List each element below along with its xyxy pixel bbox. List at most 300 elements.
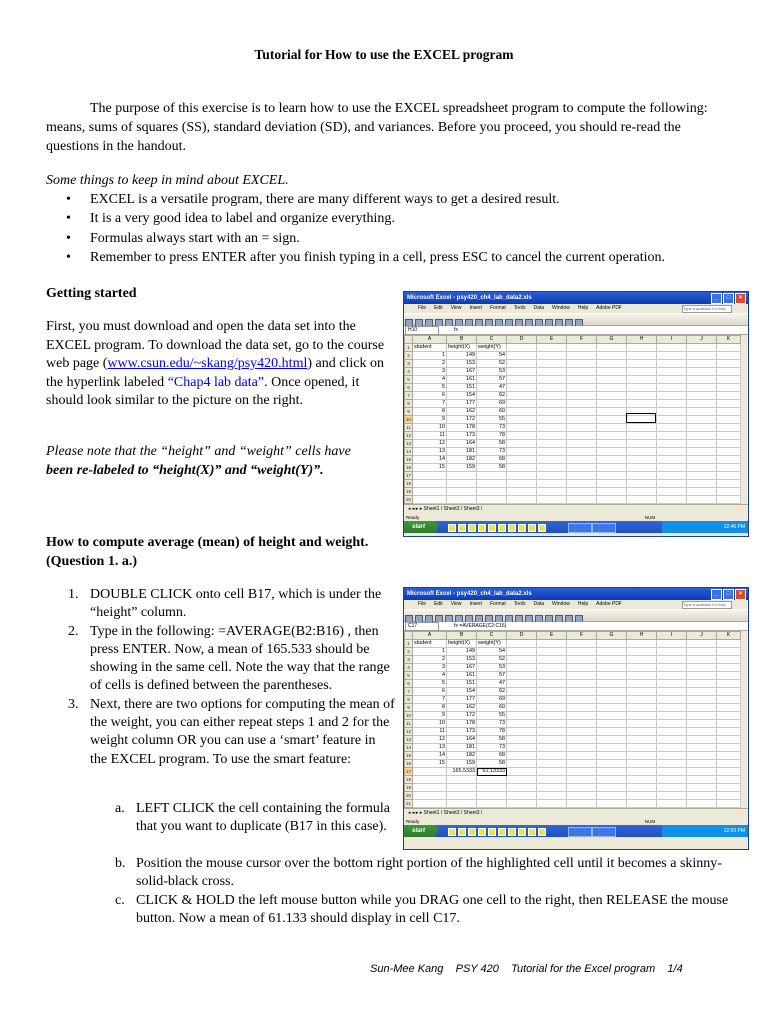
table-cell[interactable]: [447, 792, 477, 800]
table-cell[interactable]: [413, 768, 447, 776]
table-cell[interactable]: [567, 656, 597, 664]
table-cell[interactable]: [657, 776, 687, 784]
column-header[interactable]: J: [687, 336, 717, 344]
taskbar-item[interactable]: [568, 523, 592, 533]
table-cell[interactable]: [597, 728, 627, 736]
table-cell[interactable]: [537, 416, 567, 424]
table-cell[interactable]: 8: [413, 704, 447, 712]
app-icon[interactable]: [508, 524, 516, 532]
table-cell[interactable]: 78: [477, 432, 507, 440]
sheet-tab-labels[interactable]: Sheet1 / Sheet2 / Sheet3 /: [423, 810, 483, 816]
table-cell[interactable]: [657, 728, 687, 736]
table-cell[interactable]: [627, 688, 657, 696]
table-cell[interactable]: [597, 488, 627, 496]
table-cell[interactable]: 9: [413, 712, 447, 720]
menu-edit[interactable]: Edit: [434, 305, 443, 311]
table-cell[interactable]: 57: [477, 672, 507, 680]
table-cell[interactable]: [567, 640, 597, 648]
table-cell[interactable]: [717, 800, 741, 808]
sheet-tab-labels[interactable]: Sheet1 / Sheet2 / Sheet3 /: [423, 506, 483, 512]
column-header[interactable]: C: [477, 632, 507, 640]
table-cell[interactable]: [657, 384, 687, 392]
table-cell[interactable]: [597, 744, 627, 752]
table-cell[interactable]: [567, 344, 597, 352]
table-cell[interactable]: [447, 480, 477, 488]
table-cell[interactable]: 5: [413, 384, 447, 392]
table-cell[interactable]: 173: [447, 432, 477, 440]
table-cell[interactable]: [507, 760, 537, 768]
table-cell[interactable]: [567, 392, 597, 400]
table-cell[interactable]: 12: [413, 440, 447, 448]
table-cell[interactable]: [717, 760, 741, 768]
table-cell[interactable]: student: [413, 640, 447, 648]
table-cell[interactable]: [627, 720, 657, 728]
table-cell[interactable]: [717, 768, 741, 776]
table-cell[interactable]: 159: [447, 464, 477, 472]
table-cell[interactable]: [657, 696, 687, 704]
table-cell[interactable]: [717, 360, 741, 368]
row-header[interactable]: 2: [405, 648, 413, 656]
app-icon[interactable]: [488, 828, 496, 836]
table-cell[interactable]: [717, 752, 741, 760]
table-cell[interactable]: [537, 712, 567, 720]
table-cell[interactable]: 11: [413, 728, 447, 736]
menu-data[interactable]: Data: [533, 601, 545, 607]
row-header[interactable]: 10: [406, 713, 412, 718]
table-cell[interactable]: [657, 656, 687, 664]
table-cell[interactable]: [627, 640, 657, 648]
table-cell[interactable]: [597, 440, 627, 448]
table-cell[interactable]: [687, 704, 717, 712]
table-cell[interactable]: [687, 776, 717, 784]
table-cell[interactable]: [413, 496, 447, 504]
table-cell[interactable]: 4: [413, 376, 447, 384]
app-icon[interactable]: [468, 524, 476, 532]
table-cell[interactable]: [507, 488, 537, 496]
table-cell[interactable]: [567, 440, 597, 448]
table-cell[interactable]: [477, 472, 507, 480]
table-cell[interactable]: [507, 672, 537, 680]
table-cell[interactable]: [717, 416, 741, 424]
table-cell[interactable]: [657, 496, 687, 504]
table-cell[interactable]: 164: [447, 736, 477, 744]
table-cell[interactable]: 178: [447, 424, 477, 432]
table-cell[interactable]: 2: [413, 360, 447, 368]
table-cell[interactable]: [627, 448, 657, 456]
table-cell[interactable]: [627, 384, 657, 392]
row-header[interactable]: 15: [406, 457, 412, 462]
table-cell[interactable]: [597, 448, 627, 456]
table-cell[interactable]: 149: [447, 352, 477, 360]
table-cell[interactable]: [567, 376, 597, 384]
table-cell[interactable]: [657, 712, 687, 720]
table-cell[interactable]: [657, 360, 687, 368]
row-header[interactable]: 11: [406, 721, 411, 726]
table-cell[interactable]: [717, 672, 741, 680]
table-cell[interactable]: [567, 760, 597, 768]
close-icon[interactable]: ×: [735, 589, 746, 600]
table-cell[interactable]: [717, 376, 741, 384]
table-cell[interactable]: [687, 488, 717, 496]
table-cell[interactable]: [717, 344, 741, 352]
table-cell[interactable]: [657, 736, 687, 744]
table-cell[interactable]: [597, 712, 627, 720]
table-cell[interactable]: [413, 480, 447, 488]
table-cell[interactable]: [657, 648, 687, 656]
table-cell[interactable]: [687, 688, 717, 696]
table-cell[interactable]: [567, 360, 597, 368]
table-cell[interactable]: [567, 480, 597, 488]
table-cell[interactable]: [657, 416, 687, 424]
table-cell[interactable]: 47: [477, 384, 507, 392]
table-cell[interactable]: [717, 728, 741, 736]
table-cell[interactable]: [597, 360, 627, 368]
table-cell[interactable]: [687, 752, 717, 760]
table-cell[interactable]: 62: [477, 688, 507, 696]
table-cell[interactable]: [537, 440, 567, 448]
table-cell[interactable]: [597, 792, 627, 800]
table-cell[interactable]: [537, 704, 567, 712]
table-cell[interactable]: [507, 800, 537, 808]
formula-input[interactable]: fx: [454, 327, 458, 333]
table-cell[interactable]: [717, 352, 741, 360]
table-cell[interactable]: [507, 688, 537, 696]
table-cell[interactable]: [627, 424, 657, 432]
row-header[interactable]: 7: [405, 392, 413, 400]
table-cell[interactable]: [507, 368, 537, 376]
table-cell[interactable]: [597, 368, 627, 376]
taskbar-item[interactable]: [568, 827, 592, 837]
taskbar-item[interactable]: [592, 827, 616, 837]
row-header[interactable]: 19: [406, 785, 412, 790]
table-cell[interactable]: [507, 656, 537, 664]
column-header[interactable]: F: [567, 336, 597, 344]
table-cell[interactable]: [567, 736, 597, 744]
table-cell[interactable]: [627, 352, 657, 360]
table-cell[interactable]: 73: [477, 448, 507, 456]
table-cell[interactable]: [413, 472, 447, 480]
table-cell[interactable]: [627, 696, 657, 704]
table-cell[interactable]: [687, 736, 717, 744]
column-header[interactable]: G: [597, 632, 627, 640]
table-cell[interactable]: [657, 680, 687, 688]
table-cell[interactable]: [507, 752, 537, 760]
table-cell[interactable]: 173: [447, 728, 477, 736]
row-header[interactable]: 5: [405, 672, 413, 680]
row-header[interactable]: 8: [405, 400, 413, 408]
table-cell[interactable]: [717, 496, 741, 504]
table-cell[interactable]: [657, 792, 687, 800]
table-cell[interactable]: [657, 472, 687, 480]
table-cell[interactable]: [687, 760, 717, 768]
start-button[interactable]: start: [404, 521, 438, 533]
table-cell[interactable]: [567, 712, 597, 720]
table-cell[interactable]: [687, 456, 717, 464]
table-cell[interactable]: [477, 488, 507, 496]
table-cell[interactable]: [597, 680, 627, 688]
table-cell[interactable]: [717, 448, 741, 456]
table-cell[interactable]: [717, 472, 741, 480]
table-cell[interactable]: [567, 448, 597, 456]
table-cell[interactable]: [687, 376, 717, 384]
table-cell[interactable]: 62: [477, 392, 507, 400]
row-header[interactable]: 20: [406, 497, 412, 502]
row-header[interactable]: 5: [405, 376, 413, 384]
table-cell[interactable]: [627, 680, 657, 688]
table-cell[interactable]: [567, 680, 597, 688]
table-cell[interactable]: 60: [477, 408, 507, 416]
table-cell[interactable]: [627, 496, 657, 504]
table-cell[interactable]: [567, 464, 597, 472]
table-cell[interactable]: [567, 768, 597, 776]
table-cell[interactable]: 167: [447, 664, 477, 672]
table-cell[interactable]: 73: [477, 720, 507, 728]
row-header[interactable]: 18: [406, 481, 412, 486]
corner-cell[interactable]: [405, 632, 413, 640]
table-cell[interactable]: [717, 784, 741, 792]
table-cell[interactable]: [597, 696, 627, 704]
table-cell[interactable]: 55: [477, 712, 507, 720]
sheet-tabs[interactable]: ◂ ◂ ▸ ▸ Sheet1 / Sheet2 / Sheet3 /: [404, 504, 748, 514]
table-cell[interactable]: [717, 424, 741, 432]
table-cell[interactable]: [567, 648, 597, 656]
table-cell[interactable]: 151: [447, 680, 477, 688]
table-cell[interactable]: [657, 352, 687, 360]
table-cell[interactable]: [567, 488, 597, 496]
table-cell[interactable]: 68: [477, 456, 507, 464]
table-cell[interactable]: [717, 792, 741, 800]
table-cell[interactable]: [567, 800, 597, 808]
app-icon[interactable]: [498, 524, 506, 532]
table-cell[interactable]: [627, 648, 657, 656]
table-cell[interactable]: height(X): [447, 344, 477, 352]
table-cell[interactable]: 161: [447, 672, 477, 680]
table-cell[interactable]: [507, 440, 537, 448]
table-cell[interactable]: 182: [447, 752, 477, 760]
table-cell[interactable]: [567, 368, 597, 376]
table-cell[interactable]: [597, 752, 627, 760]
menu-data[interactable]: Data: [533, 305, 545, 311]
table-cell[interactable]: 7: [413, 400, 447, 408]
table-cell[interactable]: [507, 720, 537, 728]
row-header[interactable]: 6: [405, 680, 413, 688]
app-icon[interactable]: [518, 524, 526, 532]
table-cell[interactable]: [627, 368, 657, 376]
table-cell[interactable]: [537, 768, 567, 776]
table-cell[interactable]: [507, 464, 537, 472]
table-cell[interactable]: [657, 800, 687, 808]
table-cell[interactable]: [507, 680, 537, 688]
taskbar-item[interactable]: [592, 523, 616, 533]
table-cell[interactable]: [507, 712, 537, 720]
table-cell[interactable]: [567, 776, 597, 784]
table-cell[interactable]: [507, 744, 537, 752]
table-cell[interactable]: [537, 672, 567, 680]
table-cell[interactable]: 73: [477, 744, 507, 752]
table-cell[interactable]: [687, 352, 717, 360]
table-cell[interactable]: [627, 792, 657, 800]
table-cell[interactable]: [687, 784, 717, 792]
table-cell[interactable]: [657, 400, 687, 408]
menu-format[interactable]: Format: [489, 305, 506, 311]
table-cell[interactable]: [413, 800, 447, 808]
menu-file[interactable]: File: [418, 601, 427, 607]
table-cell[interactable]: 12: [413, 736, 447, 744]
table-cell[interactable]: [507, 648, 537, 656]
table-cell[interactable]: [597, 352, 627, 360]
table-cell[interactable]: [657, 784, 687, 792]
help-search-input[interactable]: Type a question for help: [682, 601, 732, 609]
table-cell[interactable]: [537, 680, 567, 688]
row-header[interactable]: 4: [405, 368, 413, 376]
column-header[interactable]: G: [597, 336, 627, 344]
table-cell[interactable]: [507, 728, 537, 736]
app-icon[interactable]: [538, 828, 546, 836]
table-cell[interactable]: [717, 488, 741, 496]
table-cell[interactable]: [687, 480, 717, 488]
table-cell[interactable]: [447, 784, 477, 792]
table-cell[interactable]: 153: [447, 360, 477, 368]
table-cell[interactable]: [537, 448, 567, 456]
table-cell[interactable]: [717, 432, 741, 440]
table-cell[interactable]: [537, 408, 567, 416]
table-cell[interactable]: 165.5333: [447, 768, 477, 776]
table-cell[interactable]: [657, 640, 687, 648]
table-cell[interactable]: [567, 352, 597, 360]
table-cell[interactable]: [657, 672, 687, 680]
table-cell[interactable]: [507, 376, 537, 384]
table-cell[interactable]: [657, 408, 687, 416]
table-cell[interactable]: [657, 424, 687, 432]
app-icon[interactable]: [528, 828, 536, 836]
table-cell[interactable]: height(X): [447, 640, 477, 648]
table-cell[interactable]: 69: [477, 696, 507, 704]
table-cell[interactable]: 13: [413, 744, 447, 752]
table-cell[interactable]: [507, 696, 537, 704]
menu-insert[interactable]: Insert: [469, 305, 482, 311]
start-button[interactable]: start: [404, 825, 438, 837]
row-header[interactable]: 12: [406, 433, 412, 438]
column-header[interactable]: B: [447, 632, 477, 640]
table-cell[interactable]: [687, 664, 717, 672]
table-cell[interactable]: [537, 696, 567, 704]
row-header[interactable]: 21: [406, 801, 412, 806]
table-cell[interactable]: [657, 440, 687, 448]
table-cell[interactable]: [477, 784, 507, 792]
table-cell[interactable]: [597, 648, 627, 656]
table-cell[interactable]: [717, 480, 741, 488]
column-header[interactable]: A: [413, 632, 447, 640]
table-cell[interactable]: weight(Y): [477, 344, 507, 352]
table-cell[interactable]: [537, 664, 567, 672]
table-cell[interactable]: [537, 688, 567, 696]
row-header[interactable]: 14: [406, 449, 412, 454]
column-header[interactable]: I: [657, 632, 687, 640]
table-cell[interactable]: 58: [477, 464, 507, 472]
maximize-icon[interactable]: □: [723, 293, 734, 304]
column-header[interactable]: H: [627, 336, 657, 344]
table-cell[interactable]: [687, 640, 717, 648]
table-cell[interactable]: [537, 736, 567, 744]
table-cell[interactable]: [657, 488, 687, 496]
table-cell[interactable]: [657, 456, 687, 464]
table-cell[interactable]: [597, 640, 627, 648]
table-cell[interactable]: 60: [477, 704, 507, 712]
column-header[interactable]: B: [447, 336, 477, 344]
table-cell[interactable]: [627, 344, 657, 352]
table-cell[interactable]: [567, 400, 597, 408]
table-cell[interactable]: [687, 496, 717, 504]
table-cell[interactable]: [627, 400, 657, 408]
table-cell[interactable]: [537, 432, 567, 440]
table-cell[interactable]: [567, 432, 597, 440]
table-cell[interactable]: [413, 784, 447, 792]
menu-tools[interactable]: Tools: [513, 601, 526, 607]
table-cell[interactable]: [717, 440, 741, 448]
table-cell[interactable]: [687, 360, 717, 368]
table-cell[interactable]: [567, 408, 597, 416]
table-cell[interactable]: [537, 456, 567, 464]
table-cell[interactable]: [567, 696, 597, 704]
table-cell[interactable]: [627, 432, 657, 440]
table-cell[interactable]: [687, 368, 717, 376]
table-cell[interactable]: [567, 752, 597, 760]
row-header[interactable]: 18: [406, 777, 412, 782]
column-header[interactable]: A: [413, 336, 447, 344]
table-cell[interactable]: 154: [447, 688, 477, 696]
table-cell[interactable]: [597, 400, 627, 408]
row-header[interactable]: 16: [406, 761, 412, 766]
table-cell[interactable]: 58: [477, 440, 507, 448]
table-cell[interactable]: 182: [447, 456, 477, 464]
table-cell[interactable]: [537, 792, 567, 800]
table-cell[interactable]: [597, 736, 627, 744]
table-cell[interactable]: [597, 384, 627, 392]
table-cell[interactable]: [507, 424, 537, 432]
table-cell[interactable]: 13: [413, 448, 447, 456]
table-cell[interactable]: 15: [413, 464, 447, 472]
table-cell[interactable]: [537, 656, 567, 664]
table-cell[interactable]: 10: [413, 424, 447, 432]
table-cell[interactable]: 181: [447, 744, 477, 752]
table-cell[interactable]: [627, 656, 657, 664]
table-cell[interactable]: [567, 704, 597, 712]
table-cell[interactable]: 57: [477, 376, 507, 384]
table-cell[interactable]: [597, 392, 627, 400]
app-icon[interactable]: [538, 524, 546, 532]
table-cell[interactable]: [597, 472, 627, 480]
row-header[interactable]: 13: [406, 441, 412, 446]
table-cell[interactable]: [597, 480, 627, 488]
app-icon[interactable]: [448, 524, 456, 532]
row-header[interactable]: 9: [405, 704, 413, 712]
row-header[interactable]: 19: [406, 489, 412, 494]
table-cell[interactable]: [717, 680, 741, 688]
table-cell[interactable]: 181: [447, 448, 477, 456]
table-cell[interactable]: [717, 720, 741, 728]
name-box[interactable]: H10: [405, 326, 439, 335]
table-cell[interactable]: [567, 784, 597, 792]
table-cell[interactable]: [627, 728, 657, 736]
table-cell[interactable]: [717, 704, 741, 712]
table-cell[interactable]: [507, 784, 537, 792]
table-cell[interactable]: [687, 648, 717, 656]
help-search-input[interactable]: Type a question for help: [682, 305, 732, 313]
table-cell[interactable]: [447, 488, 477, 496]
table-cell[interactable]: [537, 720, 567, 728]
table-cell[interactable]: [567, 728, 597, 736]
table-cell[interactable]: [687, 384, 717, 392]
